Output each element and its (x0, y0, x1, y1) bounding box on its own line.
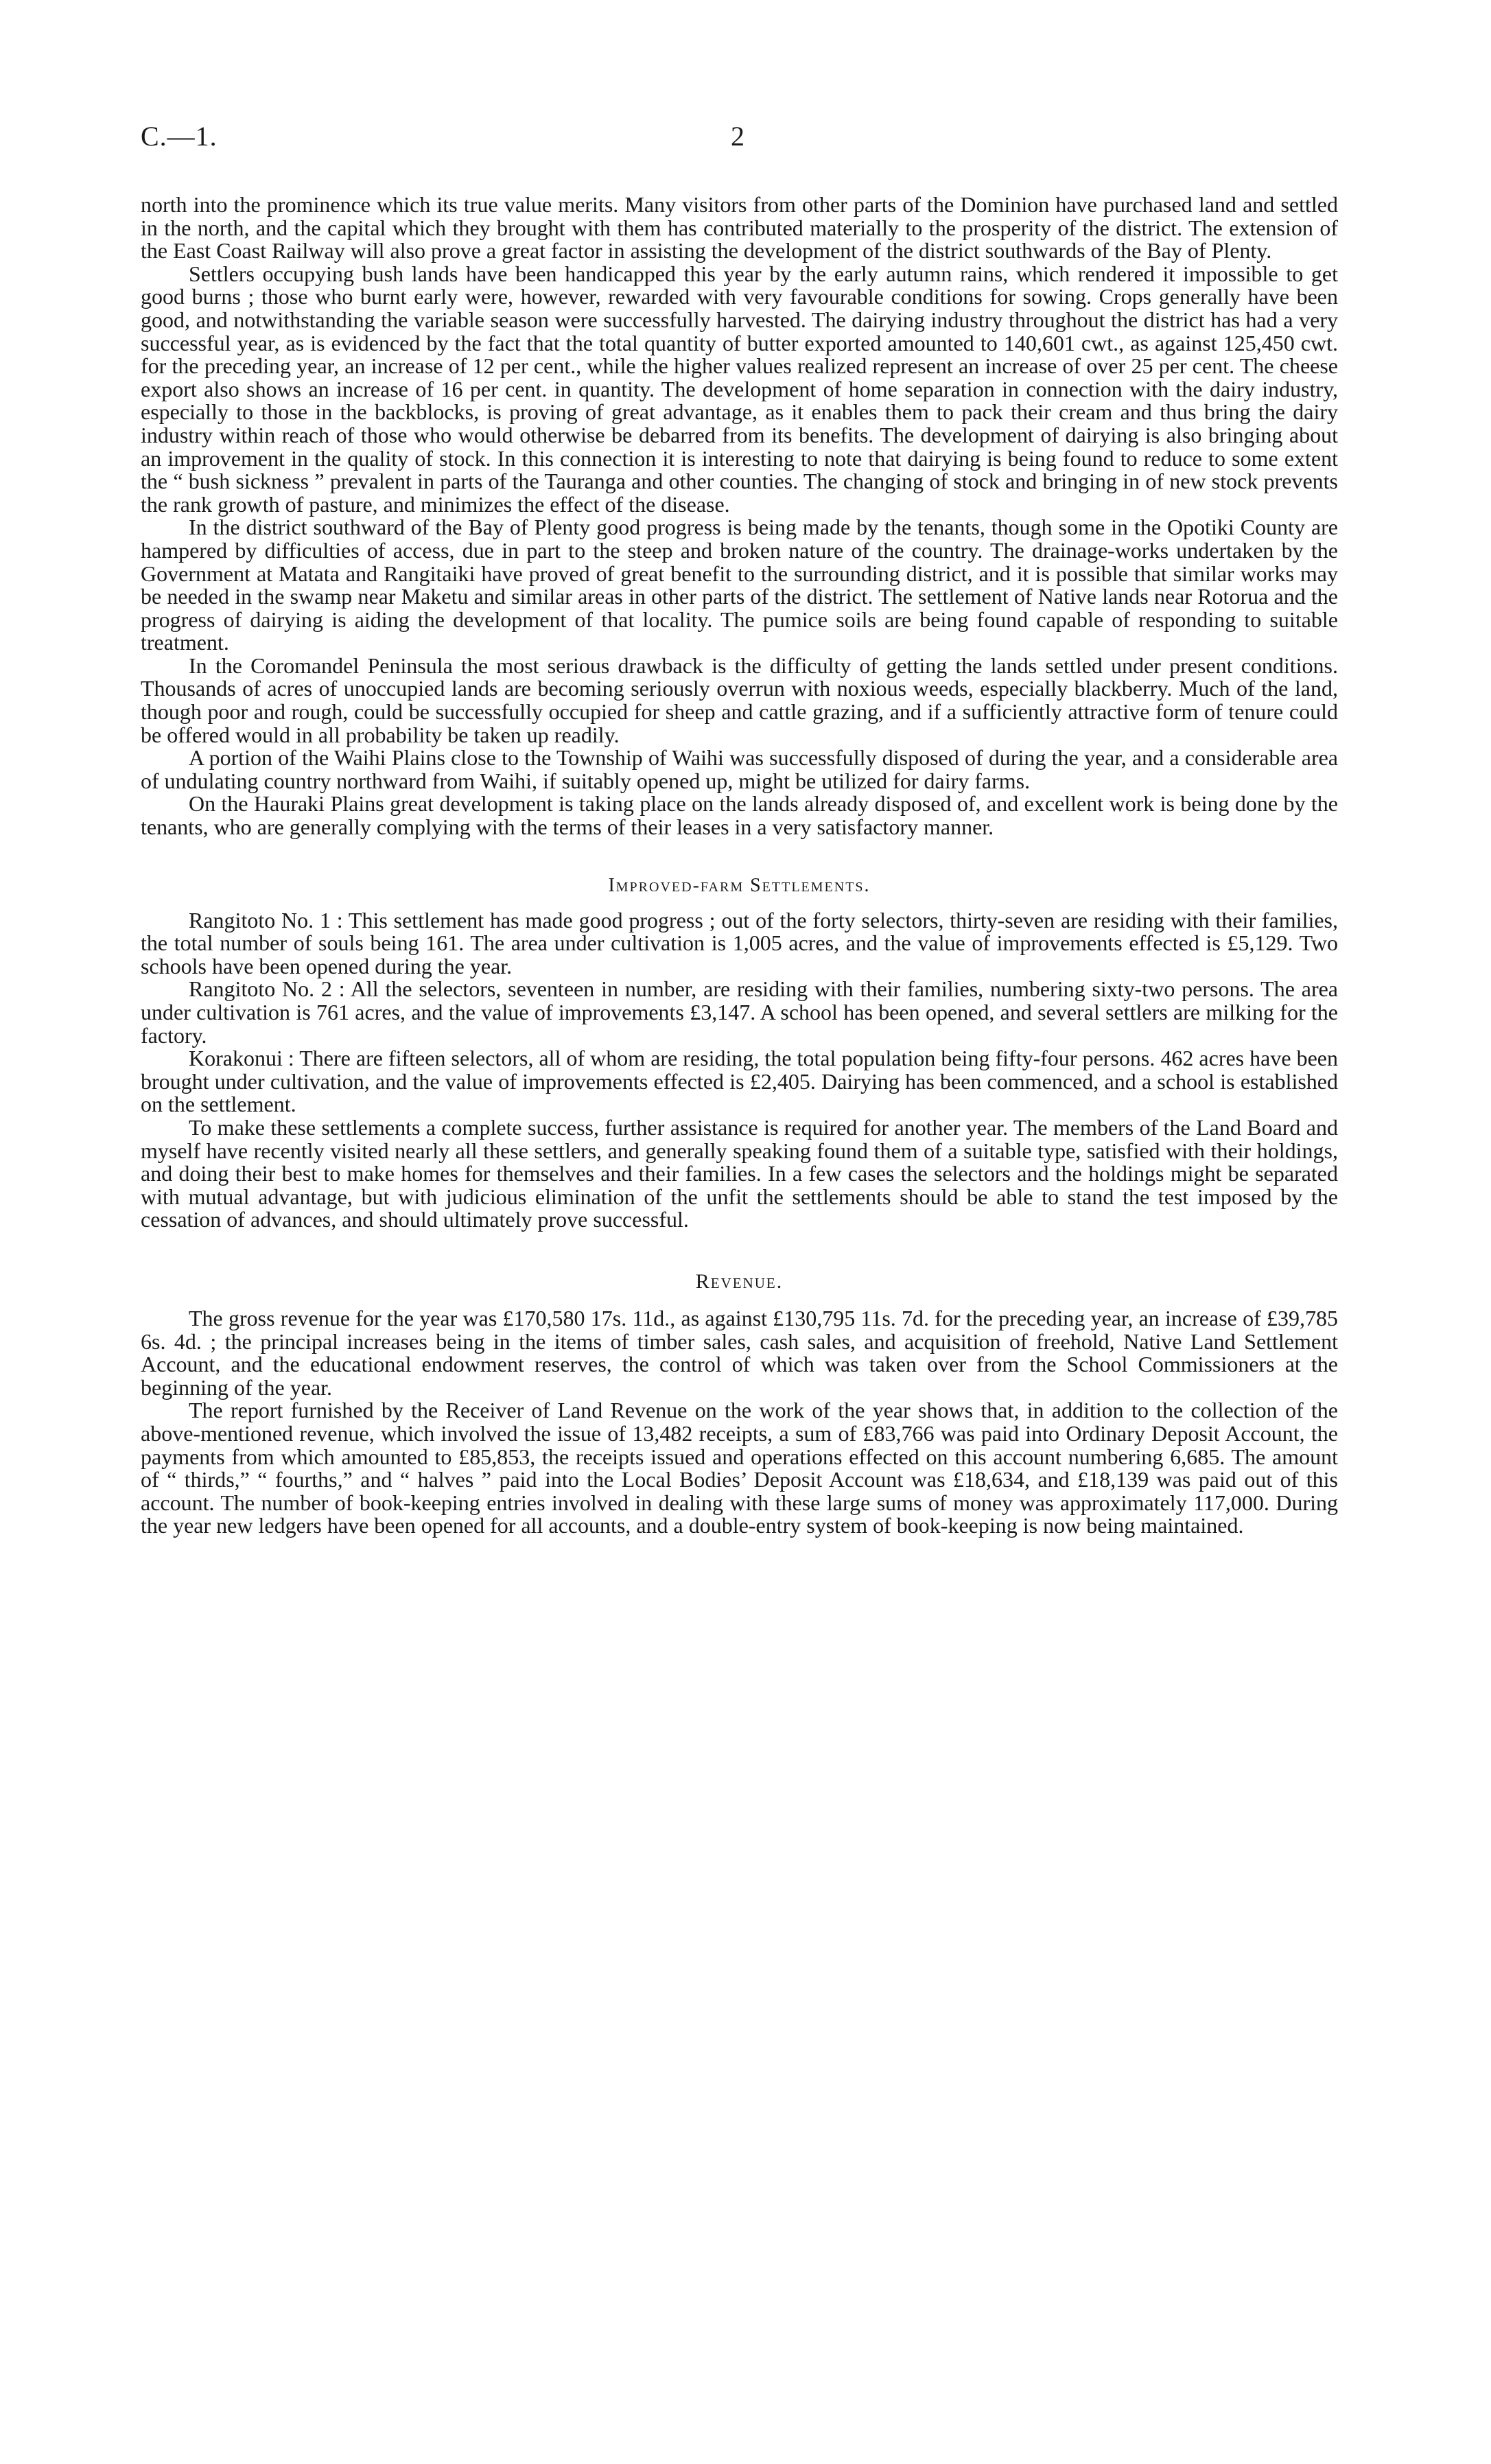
paragraph: In the Coromandel Peninsula the most serious drawback is the difficulty of getting the lands settled under present conditions. Thousands of acres of unoccupied lands are becoming seriously overrun with noxious weeds, especially blackberry. Much of the land, though poor and rough, could be successfully occupied for sheep and cattle grazing, and if a sufficiently attractive form of tenure could be offered would in all probability be taken up readily. (141, 653, 1338, 747)
document-code: C.—1. (141, 121, 218, 152)
page-header (141, 120, 1338, 161)
section-heading-revenue: Revenue. (695, 1269, 784, 1293)
paragraph: Korakonui : There are fifteen selectors, all of whom are residing, the total population being fifty-four persons. 462 acres have been brought under cultivation, and the value of improvements effected is £2,405. Dairying has been commenced, and a school is established on the settlement. (141, 1046, 1338, 1117)
paragraph: Settlers occupying bush lands have been handicapped this year by the early autumn rains, which rendered it impossible to get good burns ; those who burnt early were, however, rewarded with very favourable conditions for sowing. Crops generally have been good, and notwithstanding the variable season were successfully harvested. The dairying industry throughout the district has had a very successful year, as is evidenced by the fact that the total quantity of butter exported amounted to 140,601 cwt., as against 125,450 cwt. for the preceding year, an increase of 12 per cent., while the higher values realized represent an increase of over 25 per cent. The cheese export also shows an increase of 16 per cent. in quantity. The development of home separation in connection with the dairy industry, especially to those in the backblocks, is proving of great advantage, as it enables them to pack their cream and thus bring the dairy industry within reach of those who would otherwise be debarred from its benefits. The development of dairying is also bringing about an improvement in the quality of stock. In this connection it is interesting to note that dairying is being found to reduce to some extent the “ bush sickness ” prevalent in parts of the Tauranga and other counties. The changing of stock and bringing in of new stock prevents the rank growth of pasture, and minimizes the effect of the disease. (141, 261, 1338, 517)
paragraph: north into the prominence which its true value merits. Many visitors from other parts of the Dominion have purchased land and settled in the north, and the capital which they brought with them has contributed materially to the prosperity of the district. The extension of the East Coast Railway will also prove a great factor in assisting the development of the district southwards of the Bay of Plenty. (141, 192, 1338, 263)
paragraph: A portion of the Waihi Plains close to the Township of Waihi was successfully disposed of during the year, and a considerable area of undulating country northward from Waihi, if suitably opened up, might be utilized for dairy farms. (141, 745, 1338, 793)
paragraph: To make these settlements a complete success, further assistance is required for another year. The members of the Land Board and myself have recently visited nearly all these settlers, and generally speaking found them of a suitable type, satisfied with their holdings, and doing their best to make homes for themselves and their families. In a few cases the selectors and the holdings might be separated with mutual advantage, but with judicious elimination of the unfit the settlements should be able to stand the test imposed by the cessation of advances, and should ultimately prove successful. (141, 1114, 1338, 1232)
paragraph: In the district southward of the Bay of Plenty good progress is being made by the tenants, though some in the Opotiki County are hampered by difficulties of access, due in part to the steep and broken nature of the country. The drainage-works undertaken by the Government at Matata and Rangitaiki have proved of great benefit to the surrounding district, and it is possible that similar works may be needed in the swamp near Maketu and similar areas in other parts of the district. The settlement of Native lands near Rotorua and the progress of dairying is aiding the development of that locality. The pumice soils are being found capable of responding to suitable treatment. (141, 515, 1338, 655)
page-number: 2 (731, 121, 744, 152)
paragraph: Rangitoto No. 2 : All the selectors, seventeen in number, are residing with their families, numbering sixty-two persons. The area under cultivation is 761 acres, and the value of improvements £3,147. A school has been opened, and several settlers are milking for the factory. (141, 976, 1338, 1048)
body-text (141, 193, 1338, 1538)
paragraph: On the Hauraki Plains great development is taking place on the lands already disposed of, and excellent work is being done by the tenants, who are generally complying with the terms of their leases in a very satisfactory manner. (141, 791, 1338, 840)
paragraph: The gross revenue for the year was £170,580 17s. 11d., as against £130,795 11s. 7d. for the preceding year, an increase of £39,785 6s. 4d. ; the principal increases being in the items of timber sales, cash sales, and acquisition of freehold, Native Land Settlement Account, and the educational endowment reserves, the control of which was taken over from the School Commissioners at the beginning of the year. (141, 1305, 1338, 1400)
paragraph: The report furnished by the Receiver of Land Revenue on the work of the year shows that, in addition to the collection of the above-mentioned revenue, which involved the issue of 13,482 receipts, a sum of £83,766 was paid into Ordinary Deposit Account, the payments from which amounted to £85,853, the receipts issued and operations effected on this account numbering 6,685. The amount of “ thirds,” “ fourths,” and “ halves ” paid into the Local Bodies’ Deposit Account was £18,634, and £18,139 was paid out of this account. The number of book-keeping entries involved in dealing with these large sums of money was approximately 117,000. During the year new ledgers have been opened for all accounts, and a double-entry system of book-keeping is now being maintained. (141, 1398, 1338, 1538)
paragraph: Rangitoto No. 1 : This settlement has made good progress ; out of the forty selectors, thirty-seven are residing with their families, the total number of souls being 161. The area under cultivation is 1,005 acres, and the value of improvements effected is £5,129. Two schools have been opened during the year. (141, 907, 1338, 978)
section-heading-improved-farm-settlements: Improved-farm Settlements. (608, 874, 871, 896)
